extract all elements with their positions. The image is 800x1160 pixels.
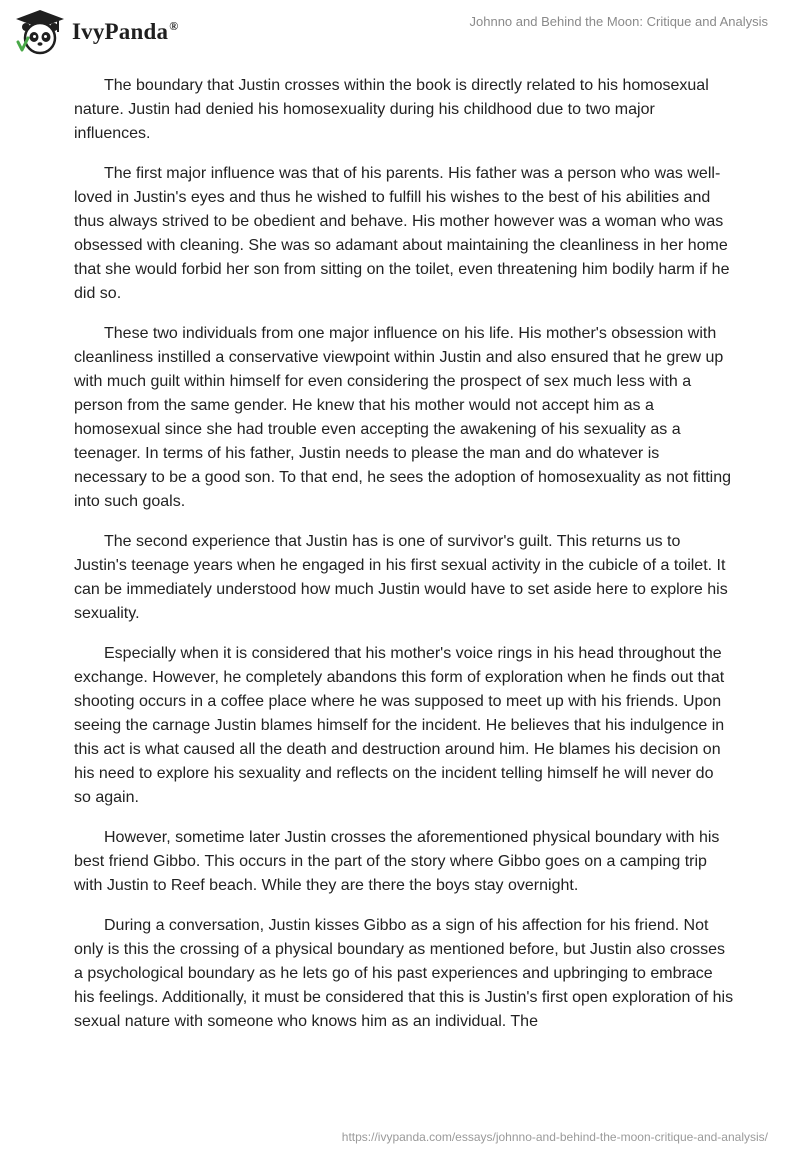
paragraph: These two individuals from one major influence on his life. His mother's obsession with cleanliness instilled a conservative viewpoint within Justin and also ensured that he grew up with much guilt within himself for even considering the prospect of sex much less with a person from the same gender. He knew that his mother would not accept him as a homosexual since she had trouble even accepting the awakening of his sexuality as a teenager. In terms of his father, Justin needs to please the man and do whatever is necessary to be a good son. To that end, he sees the adoption of homosexuality as not fitting into such goals. (74, 325, 732, 510)
essay-body (74, 74, 734, 1050)
paragraph: The second experience that Justin has is one of survivor's guilt. This returns us to Justin's teenage years when he engaged in his first sexual activity in the cubicle of a toilet. It can be immediately understood how much Justin would have to set aside here to explore his sexuality. (74, 533, 728, 622)
paragraph: The first major influence was that of his parents. His father was a person who was well-loved in Justin's eyes and thus he wished to fulfill his wishes to the best of his abilities and thus always strived to be obedient and behave. His mother however was a woman who was obsessed with cleaning. She was so adamant about maintaining the cleanliness in her home that she would forbid her son from sitting on the toilet, even threatening him bodily harm if he did so. (74, 165, 730, 302)
source-url[interactable]: https://ivypanda.com/essays/johnno-and-behind-the-moon-critique-and-analysis/ (341, 1130, 768, 1144)
paragraph: Especially when it is considered that his mother's voice rings in his head throughout the exchange. However, he completely abandons this form of exploration when he finds out that shooting occurs in a coffee place where he was supposed to meet up with his friends. Upon seeing the carnage Justin blames himself for the incident. He believes that his indulgence in this act is what caused all the death and destruction around him. He blames his decision on his need to explore his sexuality and reflects on the incident telling himself he will never do so again. (74, 645, 725, 806)
panda-graduate-icon (14, 8, 66, 56)
document-title: Johnno and Behind the Moon: Critique and Analysis (469, 14, 768, 29)
paragraph: The boundary that Justin crosses within the book is directly related to his homosexual nature. Justin had denied his homosexuality during his childhood due to two major influences. (74, 77, 709, 142)
paragraph: However, sometime later Justin crosses the aforementioned physical boundary with his best friend Gibbo. This occurs in the part of the story where Gibbo goes on a camping trip with Justin to Reef beach. While they are there the boys stay overnight. (74, 829, 720, 894)
page-header (0, 0, 800, 70)
ivypanda-logo[interactable] (14, 8, 178, 56)
paragraph: During a conversation, Justin kisses Gibbo as a sign of his affection for his friend. Not only is this the crossing of a physical boundary as mentioned before, but Justin also crosses a psychological boundary as he lets go of his past experiences and upbringing to embrace his feelings. Additionally, it must be considered that this is Justin's first open exploration of his sexual nature with someone who knows him as an individual. The (74, 917, 734, 1030)
registered-mark: ® (169, 19, 179, 34)
brand-name: IvyPanda® (72, 19, 179, 44)
